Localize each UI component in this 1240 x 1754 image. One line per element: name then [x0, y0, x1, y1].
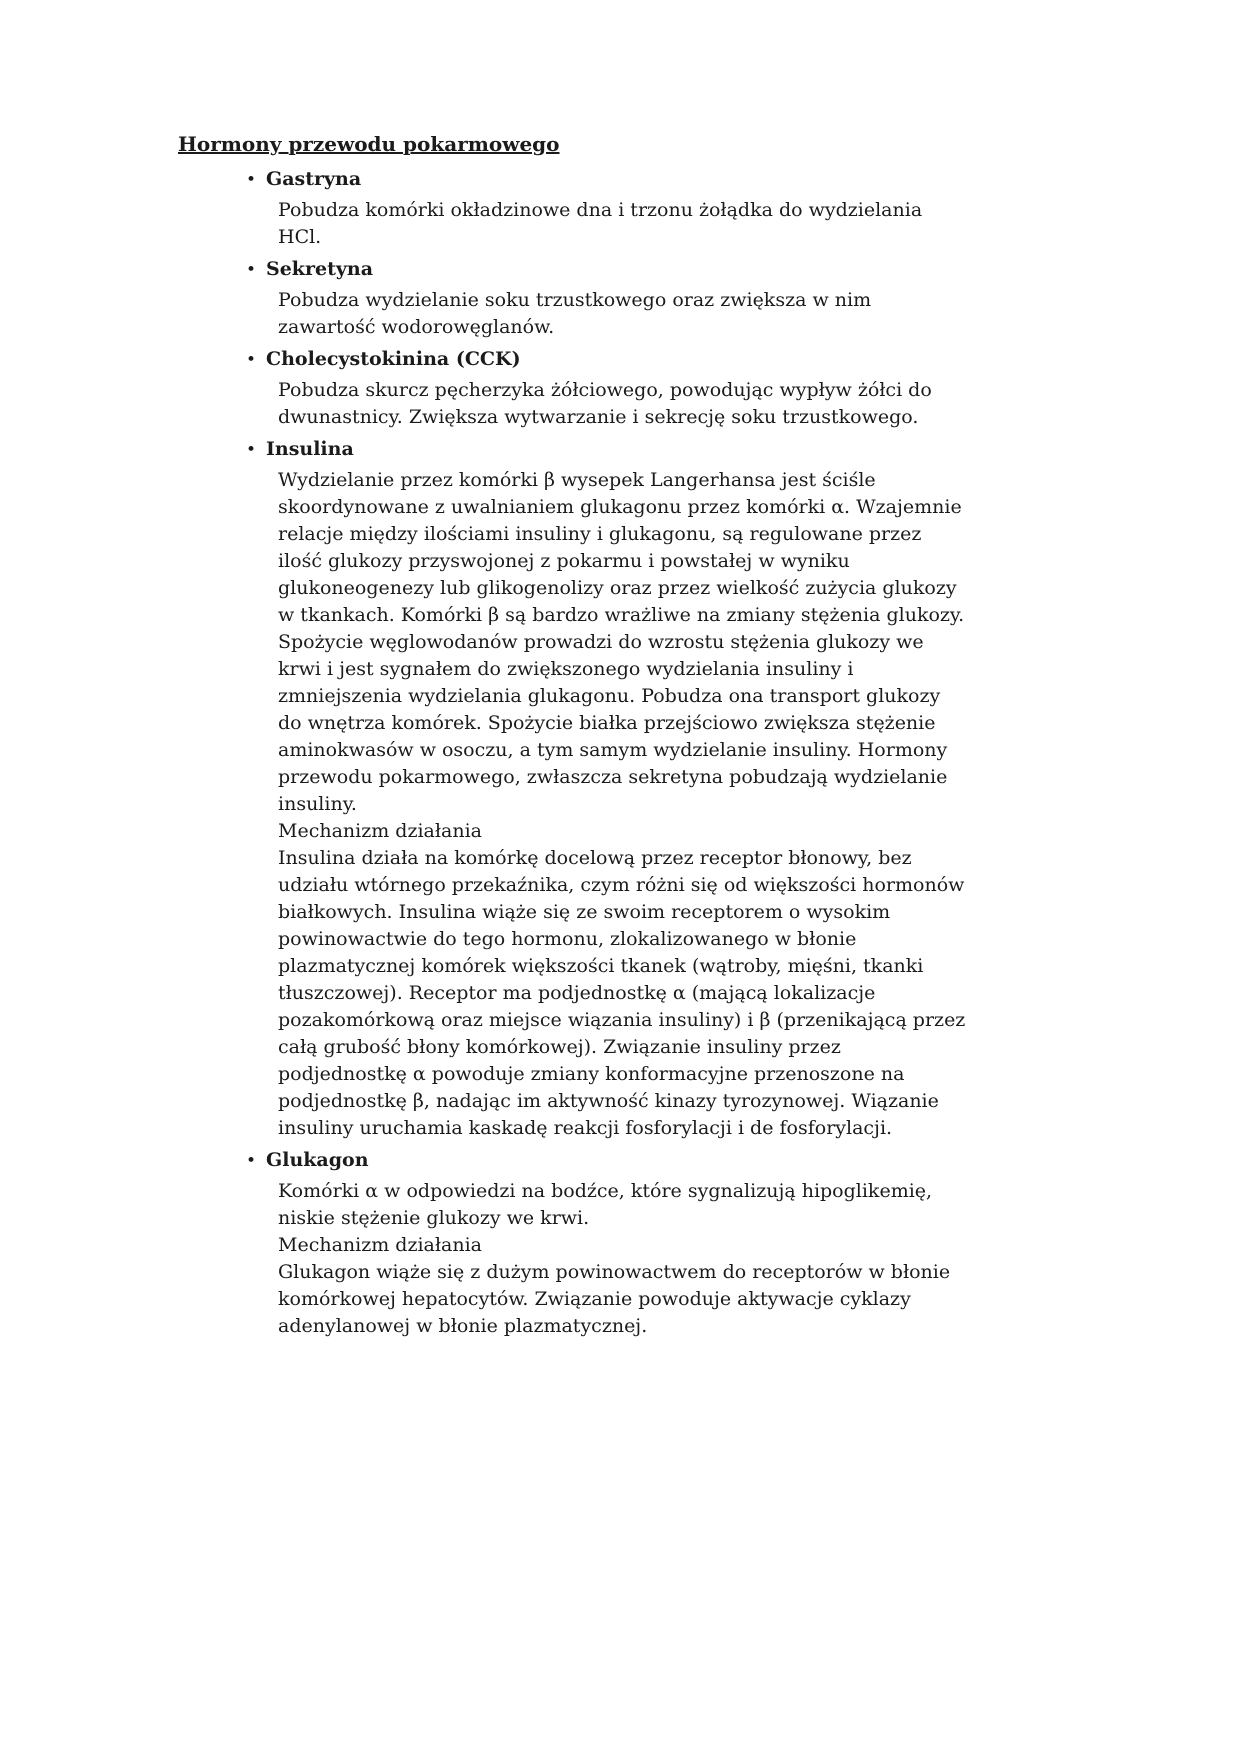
- section-heading: Cholecystokinina (CCK): [266, 348, 521, 370]
- section-heading: Gastryna: [266, 168, 362, 190]
- section-body: [178, 467, 970, 1142]
- bullet-icon: •: [246, 350, 257, 370]
- document-content: [178, 130, 970, 1345]
- list-item: [178, 436, 970, 1142]
- section-header: [178, 436, 970, 464]
- paragraph: Pobudza wydzielanie soku trzustkowego oraz zwiększa w nim zawartość wodorowęglanów.: [278, 289, 872, 338]
- section-body: [178, 377, 970, 431]
- section-body: [178, 197, 970, 251]
- list-item: [178, 346, 970, 431]
- paragraph: Wydzielanie przez komórki β wysepek Langerhansa jest ściśle skoordynowane z uwalnianiem glukagonu przez komórki α. Wzajemnie relacje między ilościami insuliny i glukagonu, są regulowane przez ilość glukozy przyswojonej z pokarmu i powstałej w wyniku glukoneogenezy lub glikogenolizy oraz przez wielkość zużycia glukozy w tkankach. Komórki β są bardzo wrażliwe na zmiany stężenia glukozy. Spożycie węglowodanów prowadzi do wzrostu stężenia glukozy we krwi i jest sygnałem do zwiększonego wydzielania insuliny i zmniejszenia wydzielania glukagonu. Pobudza ona transport glukozy do wnętrza komórek. Spożycie białka przejściowo zwiększa stężenie aminokwasów w osoczu, a tym samym wydzielanie insuliny. Hormony przewodu pokarmowego, zwłaszcza sekretyna pobudzają wydzielanie insuliny.: [278, 469, 965, 815]
- bullet-icon: •: [246, 170, 257, 190]
- paragraph: Glukagon wiąże się z dużym powinowactwem do receptorów w błonie komórkowej hepatocytów. Związanie powoduje aktywacje cyklazy adenylanowej w błonie plazmatycznej.: [278, 1261, 951, 1337]
- bullet-icon: •: [246, 260, 257, 280]
- section-header: [178, 346, 970, 374]
- list-item: [178, 1147, 970, 1340]
- bullet-icon: •: [246, 1151, 257, 1171]
- paragraph: Komórki α w odpowiedzi na bodźce, które sygnalizują hipoglikemię, niskie stężenie glukozy we krwi.: [278, 1180, 933, 1229]
- section-header: [178, 166, 970, 194]
- section-body: [178, 1178, 970, 1340]
- section-heading: Insulina: [266, 438, 354, 460]
- section-header: [178, 256, 970, 284]
- paragraph: Insulina działa na komórkę docelową przez receptor błonowy, bez udziału wtórnego przekaźnika, czym różni się od większości hormonów białkowych. Insulina wiąże się ze swoim receptorem o wysokim powinowactwie do tego hormonu, zlokalizowanego w błonie plazmatycznej komórek większości tkanek (wątroby, mięśni, tkanki tłuszczowej). Receptor ma podjednostkę α (mającą lokalizacje pozakomórkową oraz miejsce wiązania insuliny) i β (przenikającą przez całą grubość błony komórkowej). Związanie insuliny przez podjednostkę α powoduje zmiany konformacyjne przenoszone na podjednostkę β, nadając im aktywność kinazy tyrozynowej. Wiązanie insuliny uruchamia kaskadę reakcji fosforylacji i de fosforylacji.: [278, 847, 966, 1139]
- paragraph: Mechanizm działania: [278, 820, 482, 842]
- list-item: [178, 166, 970, 251]
- paragraph: Pobudza komórki okładzinowe dna i trzonu żołądka do wydzielania HCl.: [278, 199, 923, 248]
- section-heading: Glukagon: [266, 1149, 369, 1171]
- section-heading: Sekretyna: [266, 258, 374, 280]
- section-header: [178, 1147, 970, 1175]
- hormone-list: [178, 166, 970, 1340]
- paragraph: Mechanizm działania: [278, 1234, 482, 1256]
- document-title: Hormony przewodu pokarmowego: [178, 132, 560, 156]
- bullet-icon: •: [246, 440, 257, 460]
- section-body: [178, 287, 970, 341]
- paragraph: Pobudza skurcz pęcherzyka żółciowego, powodując wypływ żółci do dwunastnicy. Zwiększa wytwarzanie i sekrecję soku trzustkowego.: [278, 379, 932, 428]
- list-item: [178, 256, 970, 341]
